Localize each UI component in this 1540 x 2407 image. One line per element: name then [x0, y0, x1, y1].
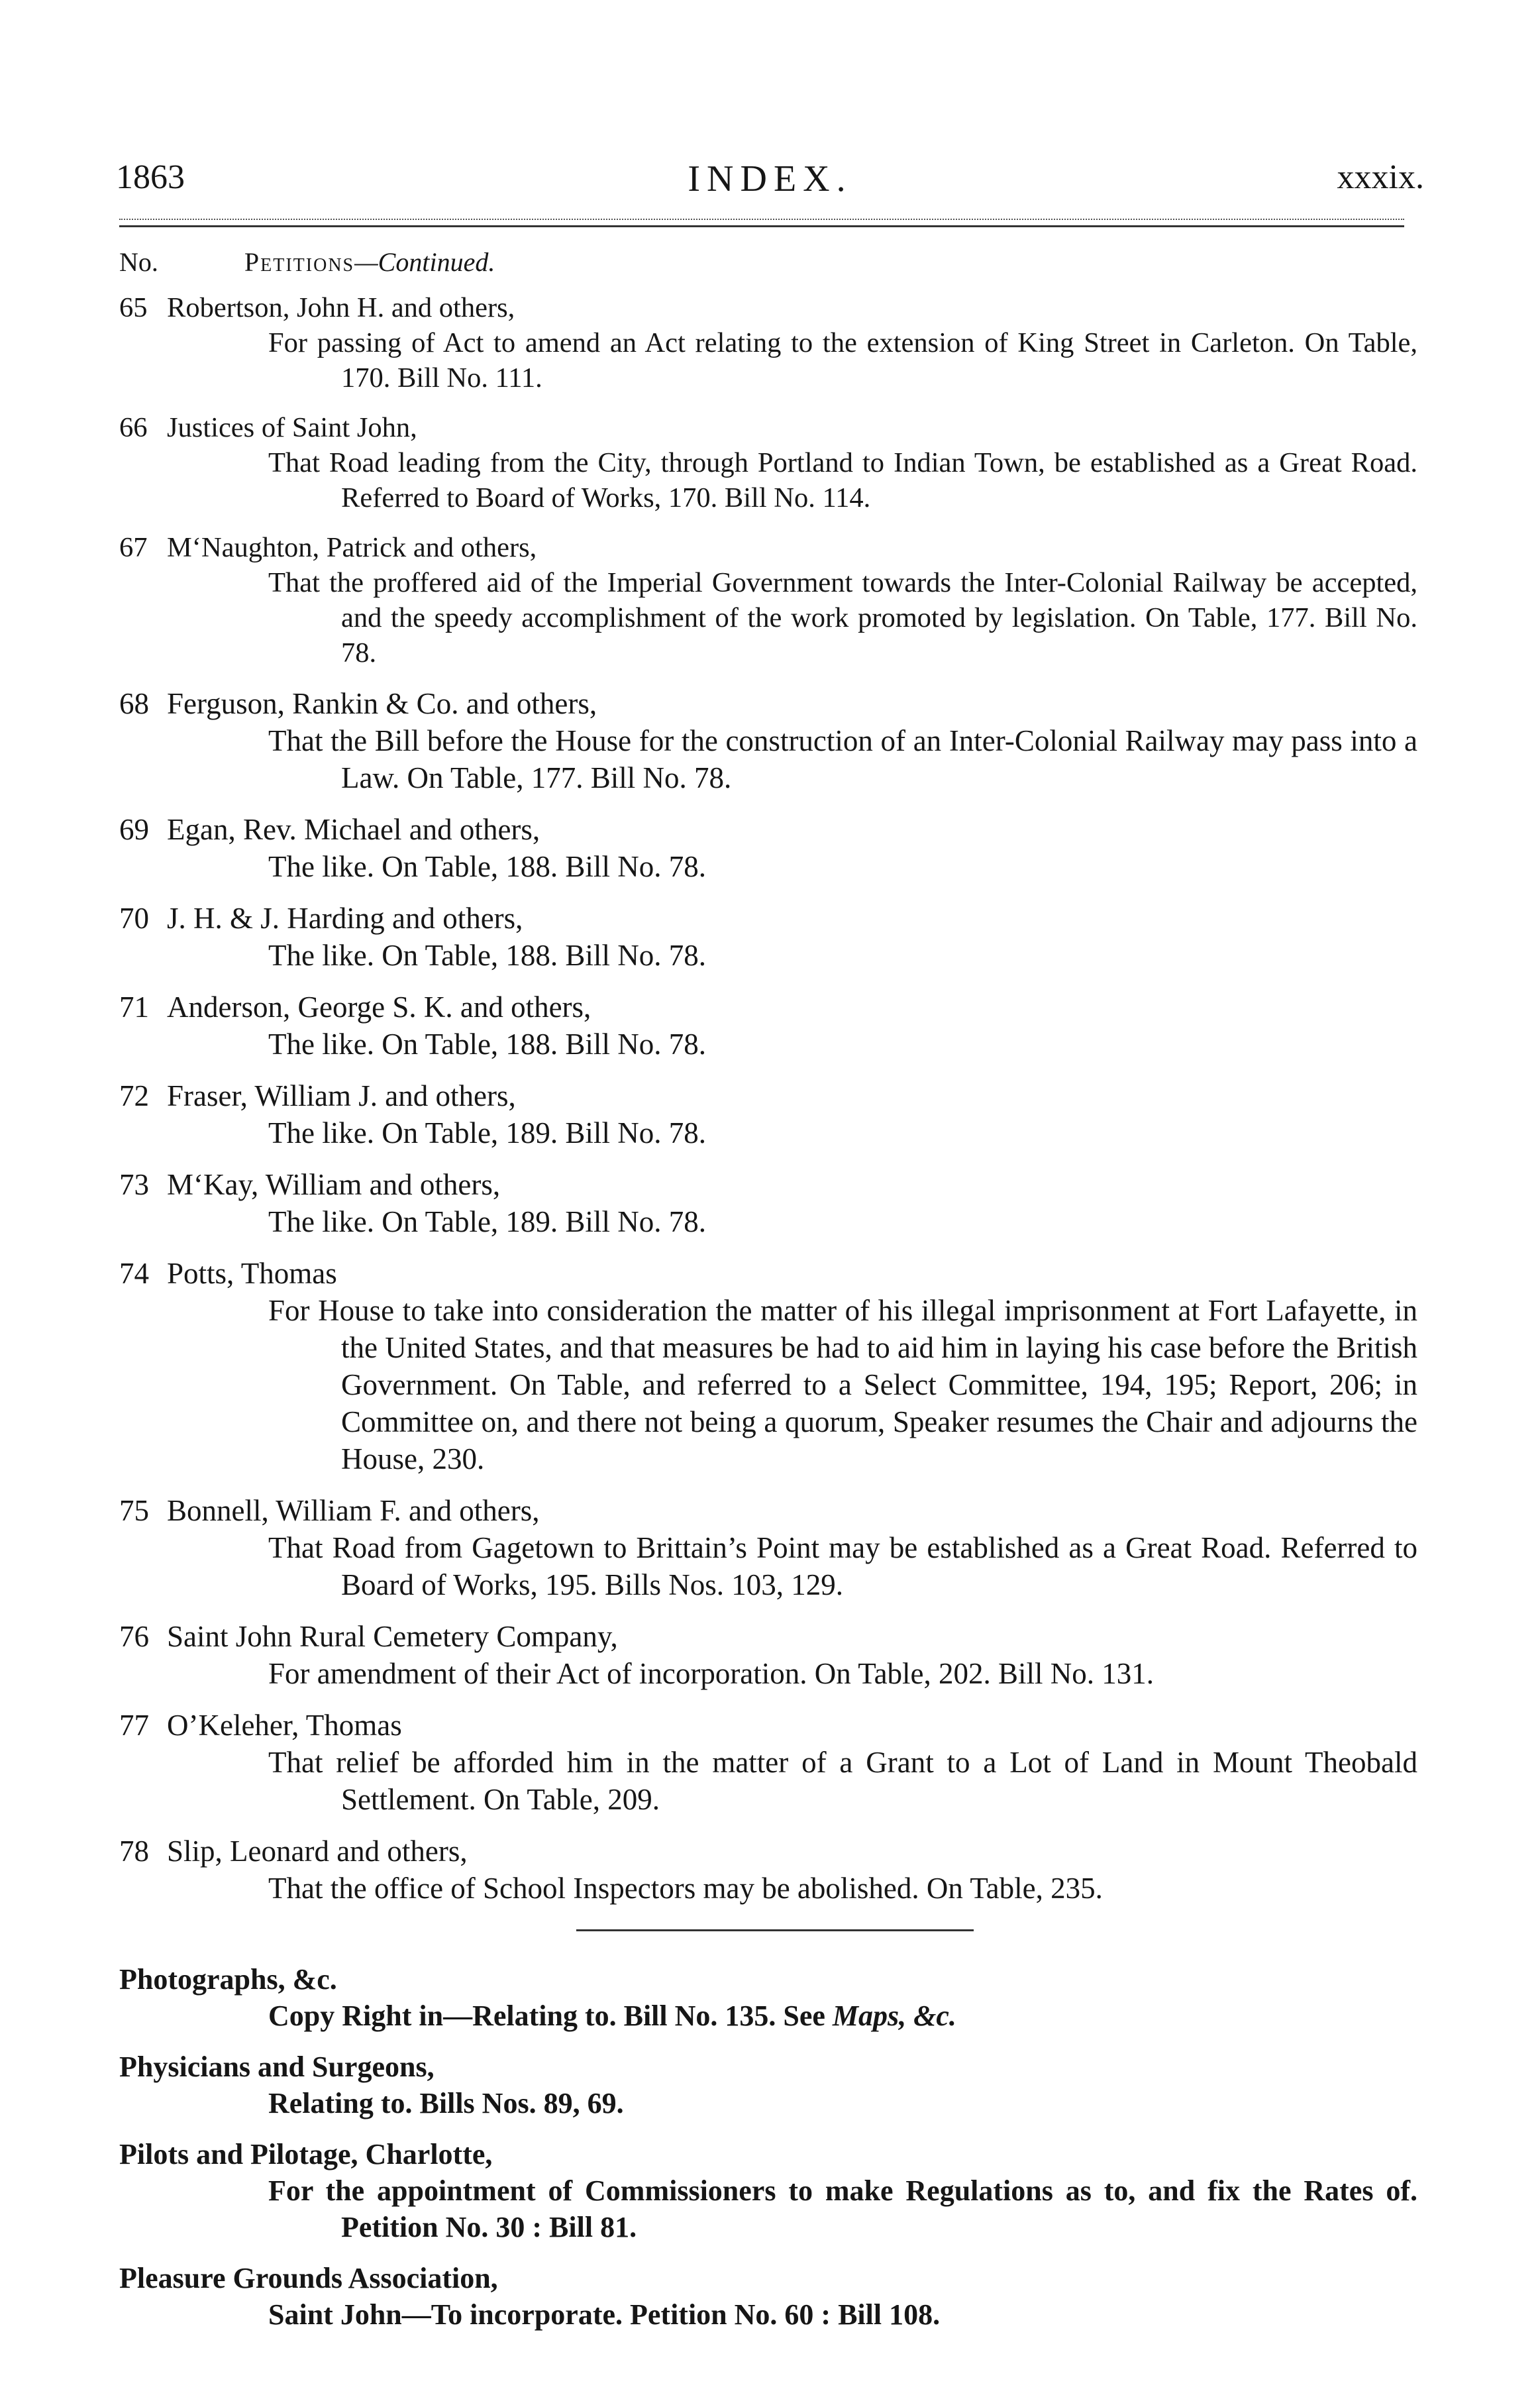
entry-text: That Road leading from the City, through Portland to Indian Town, be established as a Great Road. Referred to Board of Works, 170. Bill No. 114. [268, 447, 1417, 513]
petition-entry [119, 1492, 1417, 1603]
topic-heading: Pleasure Grounds Association, [119, 2262, 498, 2294]
header-year: 1863 [116, 158, 185, 196]
entry-name: Egan, Rev. Michael and others, [167, 813, 540, 846]
petition-entry [119, 1833, 1417, 1907]
entry-text: The like. On Table, 189. Bill No. 78. [268, 1205, 706, 1238]
entry-number: 68 [119, 687, 149, 720]
entry-name: Fraser, William J. and others, [167, 1079, 516, 1112]
petition-entry [119, 1255, 1417, 1477]
entry-number: 71 [119, 990, 149, 1024]
entry-number: 72 [119, 1079, 149, 1112]
entry-number: 66 [119, 412, 148, 443]
section-subheader [119, 246, 495, 278]
topic-heading: Pilots and Pilotage, Charlotte, [119, 2138, 493, 2170]
entry-text: That the office of School Inspectors may be abolished. On Table, 235. [268, 1872, 1103, 1905]
petition-entry [119, 900, 1417, 974]
topic-see-reference: Maps, &c. [832, 2000, 956, 2032]
topic-heading: Physicians and Surgeons, [119, 2051, 435, 2083]
entry-text: The like. On Table, 188. Bill No. 78. [268, 939, 706, 972]
header-page-number: xxxix. [1337, 158, 1424, 196]
petition-entry [119, 1618, 1417, 1692]
topic-entry [119, 2260, 1417, 2333]
entry-name: Slip, Leonard and others, [167, 1835, 468, 1868]
topic-heading: Photographs, &c. [119, 1963, 337, 1996]
entry-text: That Road from Gagetown to Brittain’s Point may be established as a Great Road. Referred to Board of Works, 195. Bills Nos. 103, 129. [268, 1531, 1417, 1601]
entry-number: 76 [119, 1620, 149, 1653]
topic-entry [119, 1961, 1417, 2034]
section-continued: —Continued. [354, 247, 495, 277]
entry-text: The like. On Table, 188. Bill No. 78. [268, 1028, 706, 1061]
entry-name: J. H. & J. Harding and others, [167, 902, 523, 935]
entry-number: 70 [119, 902, 149, 935]
entry-text: For passing of Act to amend an Act relating to the extension of King Street in Carleton. On Table, 170. Bill No. 111. [268, 327, 1417, 394]
petition-entry [119, 530, 1417, 670]
entry-number: 65 [119, 292, 148, 323]
section-name: Petitions [244, 247, 355, 277]
topic-entries [119, 1961, 1417, 2347]
entry-text: The like. On Table, 189. Bill No. 78. [268, 1116, 706, 1150]
entry-name: Saint John Rural Cemetery Company, [167, 1620, 618, 1653]
petition-entry [119, 1166, 1417, 1240]
topic-entry [119, 2049, 1417, 2121]
entry-name: Anderson, George S. K. and others, [167, 990, 591, 1024]
topic-text: Saint John—To incorporate. Petition No. 60 : Bill 108. [268, 2298, 941, 2331]
petition-entry [119, 989, 1417, 1063]
entry-name: Ferguson, Rankin & Co. and others, [167, 687, 597, 720]
page-header [116, 158, 1424, 211]
topic-entry [119, 2136, 1417, 2245]
entry-name: M‘Kay, William and others, [167, 1168, 501, 1201]
entry-text: For amendment of their Act of incorporation. On Table, 202. Bill No. 131. [268, 1657, 1155, 1690]
petition-entry [119, 1077, 1417, 1151]
entry-name: Robertson, John H. and others, [167, 292, 515, 323]
petition-entry [119, 410, 1417, 515]
entry-name: Justices of Saint John, [167, 412, 417, 443]
entry-text: The like. On Table, 188. Bill No. 78. [268, 850, 706, 883]
petition-entry [119, 290, 1417, 396]
petition-entry [119, 811, 1417, 885]
entry-name: Potts, Thomas [167, 1257, 337, 1290]
header-title: INDEX. [688, 158, 852, 199]
entry-number: 78 [119, 1835, 149, 1868]
petition-entry [119, 1707, 1417, 1818]
topic-text-main: Copy Right in—Relating to. Bill No. 135. See [268, 2000, 833, 2032]
entry-text: That the Bill before the House for the construction of an Inter-Colonial Railway may pass into a Law. On Table, 177. Bill No. 78. [268, 724, 1417, 794]
header-rule [119, 219, 1404, 227]
petition-entry [119, 685, 1417, 796]
topic-text [119, 1998, 1417, 2034]
no-label: No. [119, 247, 158, 277]
entry-number: 73 [119, 1168, 149, 1201]
entry-number: 77 [119, 1709, 149, 1742]
entry-number: 69 [119, 813, 149, 846]
entry-text: For House to take into consideration the matter of his illegal imprisonment at Fort Lafayette, in the United States, and that measures be had to aid him in laying his case before the British Government. On Table, and referred to a Select Committee, 194, 195; Report, 206; in Committee on, and there not being a quorum, Speaker resumes the Chair and adjourns the House, 230. [268, 1294, 1417, 1475]
entry-text: That relief be afforded him in the matter of a Grant to a Lot of Land in Mount Theobald Settlement. On Table, 209. [268, 1746, 1417, 1816]
entry-number: 75 [119, 1494, 149, 1527]
petition-entries [119, 290, 1417, 1921]
topic-text: For the appointment of Commissioners to make Regulations as to, and fix the Rates of. Petition No. 30 : Bill 81. [268, 2174, 1417, 2243]
entry-name: O’Keleher, Thomas [167, 1709, 402, 1742]
section-separator [576, 1929, 974, 1931]
entry-number: 74 [119, 1257, 149, 1290]
topic-text: Relating to. Bills Nos. 89, 69. [268, 2087, 624, 2119]
entry-name: M‘Naughton, Patrick and others, [167, 532, 537, 563]
entry-number: 67 [119, 532, 148, 563]
entry-name: Bonnell, William F. and others, [167, 1494, 540, 1527]
entry-text: That the proffered aid of the Imperial Government towards the Inter-Colonial Railway be accepted, and the speedy accomplishment of the work promoted by legislation. On Table, 177. Bill No. 78. [268, 567, 1417, 669]
